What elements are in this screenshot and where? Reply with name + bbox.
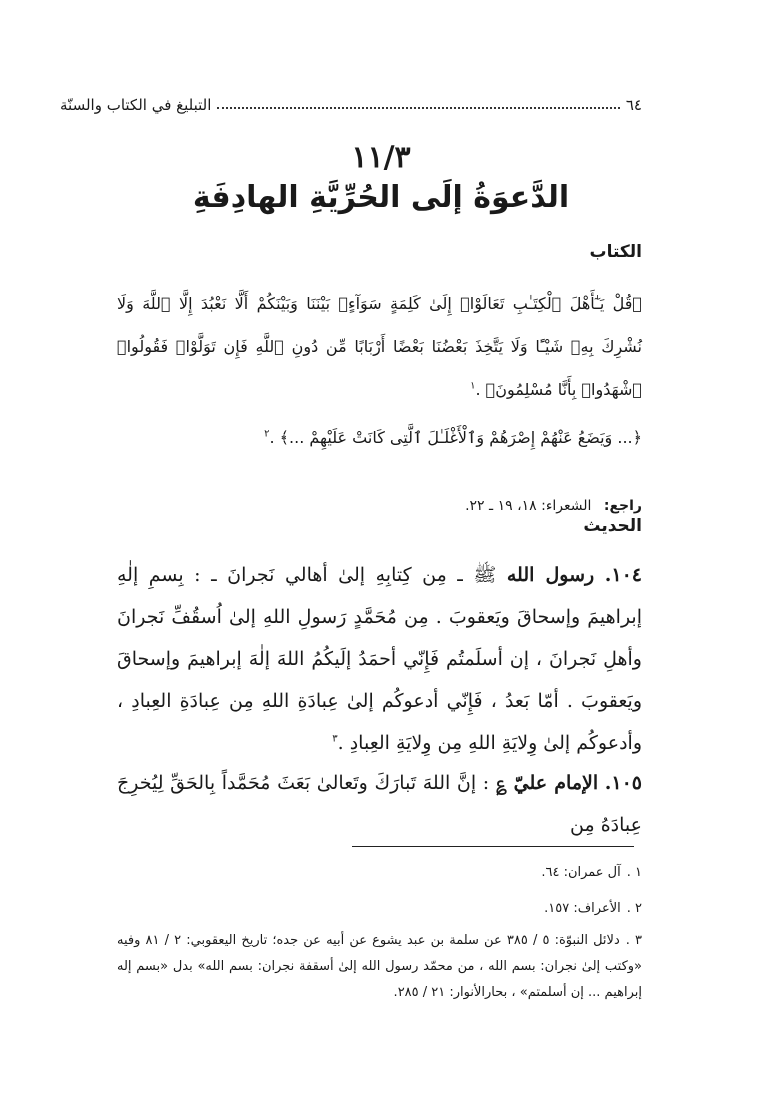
reference-text: الشعراء: ١٨، ١٩ ـ ٢٢. [465, 498, 592, 514]
hadith-text: : إنَّ اللهَ تَبارَكَ وتَعالىٰ بَعَثَ مُحَمَّداً بِالحَقِّ لِيُخرِجَ عِبادَهُ مِن [117, 772, 642, 836]
running-header [60, 88, 642, 114]
footnote-marker: ٣ . [625, 933, 643, 948]
footnote-ref-1: ١ [470, 380, 476, 392]
hadith-narrator: رسول الله [506, 564, 595, 586]
quran-verse-2-text: ﴿... وَيَضَعُ عَنْهُمْ إِصْرَهُمْ وَٱلْأَغْلَـٰلَ ٱلَّتِى كَانَتْ عَلَيْهِمْ ...﴾ . [269, 428, 642, 447]
quran-verse-1-text: ﴿قُلْ يَـٰٓأَهْلَ ٱلْكِتَـٰبِ تَعَالَوْا۟ إِلَىٰ كَلِمَةٍ سَوَآءٍۭ بَيْنَنَا وَبَيْنَكُمْ أَلَّا نَعْبُدَ إِلَّا ٱللَّهَ وَلَا نُشْرِكَ بِهِۦ شَيْـًٔا وَلَا يَتَّخِذَ بَعْضُنَا بَعْضًا أَرْبَابًا مِّن دُونِ ٱللَّهِ فَإِن تَوَلَّوْا۟ فَقُولُوا۟ ٱشْهَدُوا۟ بِأَنَّا مُسْلِمُونَ﴾ . [117, 294, 642, 399]
reference-line [465, 498, 642, 514]
hadith-narrator: الإمام عليّ [513, 772, 599, 794]
hadith-104 [117, 554, 642, 764]
footnote-marker: ٢ . [626, 901, 642, 916]
footnote-2 [117, 896, 642, 922]
footnote-marker: ١ . [626, 865, 642, 880]
footnote-separator [352, 846, 634, 847]
imam-salutation-glyph: ؏ [495, 772, 507, 794]
chapter-title: الدَّعوَةُ إلَى الحُرِّيَّةِ الهادِفَةِ [192, 180, 570, 215]
footnote-text: آل عمران: ٦٤. [541, 865, 621, 880]
hadith-number: ١٠٥. [604, 772, 643, 794]
quran-verse-2 [117, 416, 642, 459]
section-heading-book: الكتاب [589, 242, 642, 262]
footnote-text: دلائل النبوّة: ٥ / ٣٨٥ عن سلمة بن عبد يشوع عن أبيه عن جده؛ تاريخ اليعقوبي: ٢ / ٨١ وفيه «وكتب إلىٰ نجران: بسم الله ، من محمّد رسول الله إلىٰ أسقفة نجران: بسم الله» بدل «بسم إله إبراهيم ... إن أسلمتم» ، بحارالأنوار: ٢١ / ٢٨٥. [117, 933, 642, 1000]
reference-label: راجع: [603, 498, 642, 514]
salutation-glyph: ﷺ [473, 564, 497, 586]
hadith-105 [117, 762, 642, 846]
footnote-3 [117, 928, 642, 1006]
hadith-text: ـ مِن كِتابِهِ إلىٰ أهالي نَجرانَ ـ : بِسمِ إلٰهِ إبراهيمَ وإسحاقَ ويَعقوبَ . مِن مُحَمَّدٍ رَسولِ اللهِ إلىٰ اُسقُفِّ نَجرانَ وأهلِ نَجرانَ ، إن أسلَمتُم فَإِنّي أحمَدُ إلَيكُمُ اللهَ إلٰهَ إبراهيمَ وإسحاقَ ويَعقوبَ . أمّا بَعدُ ، فَإِنّي أدعوكُم إلىٰ عِبادَةِ اللهِ مِن عِبادَةِ العِبادِ ، وأدعوكُم إلىٰ وِلايَةِ اللهِ مِن وِلايَةِ العِبادِ . [117, 564, 642, 754]
footnote-ref-3: ٣ [332, 733, 338, 745]
page-number: ٦٤ [625, 96, 642, 114]
book-title: التبليغ في الكتاب والسنّة [60, 96, 212, 114]
chapter-number: ١١/٣ [351, 140, 411, 175]
quran-verse-1 [117, 282, 642, 411]
section-heading-hadith: الحديث [583, 516, 642, 536]
header-dot-leader [217, 106, 619, 109]
footnote-text: الأعراف: ١٥٧. [544, 901, 621, 916]
hadith-number: ١٠٤. [604, 564, 642, 586]
footnote-ref-2: ٢ [264, 428, 270, 440]
footnote-1 [117, 860, 642, 886]
